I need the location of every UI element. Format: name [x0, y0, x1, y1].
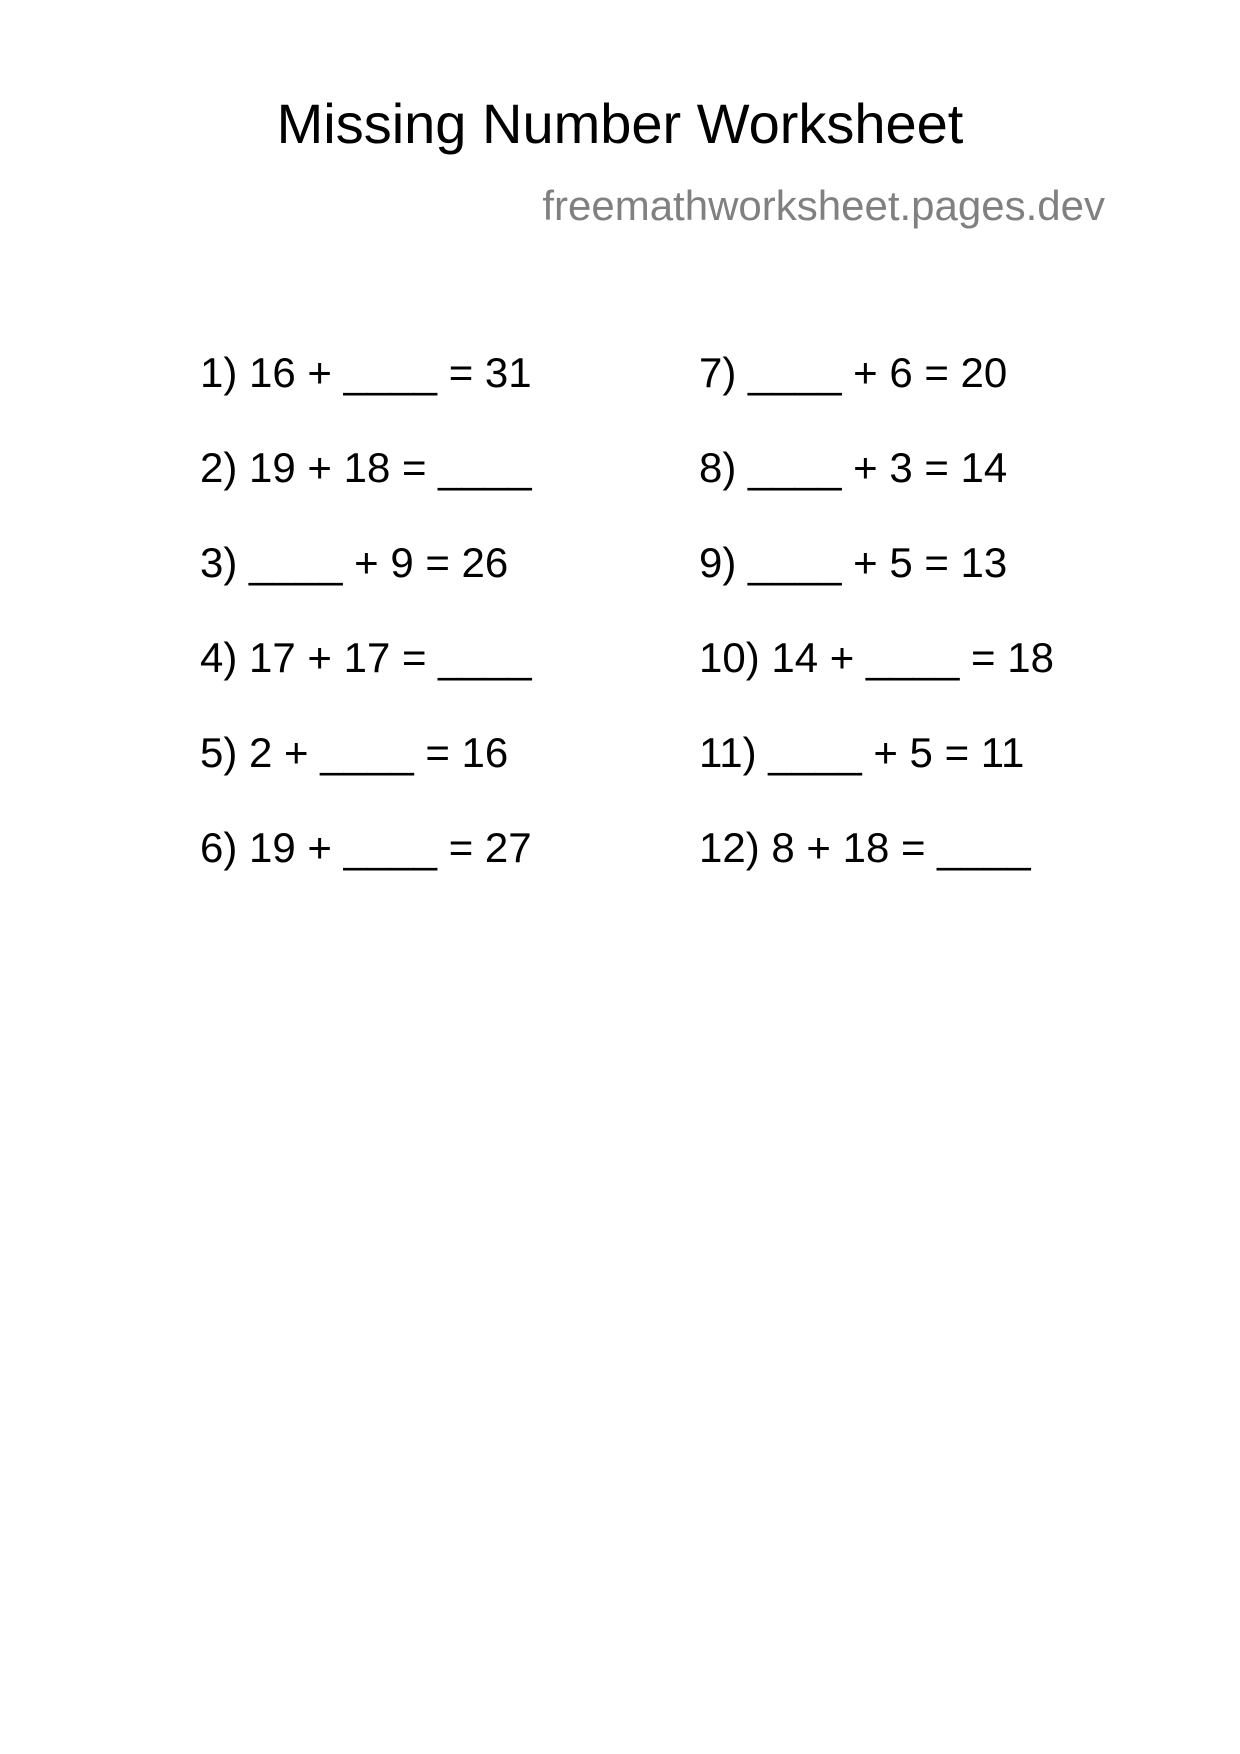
problem-6: 6) 19 + ____ = 27	[200, 824, 532, 871]
problem-12: 12) 8 + 18 = ____	[699, 824, 1031, 871]
site-url: freemathworksheet.pages.dev	[542, 182, 1105, 229]
problem-9: 9) ____ + 5 = 13	[699, 539, 1008, 586]
problem-10: 10) 14 + ____ = 18	[699, 634, 1054, 681]
problem-1: 1) 16 + ____ = 31	[200, 349, 532, 396]
problem-3: 3) ____ + 9 = 26	[200, 539, 509, 586]
problem-7: 7) ____ + 6 = 20	[699, 349, 1008, 396]
problem-11: 11) ____ + 5 = 11	[699, 729, 1025, 776]
problem-2: 2) 19 + 18 = ____	[200, 444, 532, 491]
problem-column-left	[200, 349, 532, 922]
problem-4: 4) 17 + 17 = ____	[200, 634, 532, 681]
problem-column-right	[699, 349, 1054, 922]
page-title: Missing Number Worksheet	[276, 92, 964, 155]
problem-8: 8) ____ + 3 = 14	[699, 444, 1008, 491]
problem-5: 5) 2 + ____ = 16	[200, 729, 509, 776]
